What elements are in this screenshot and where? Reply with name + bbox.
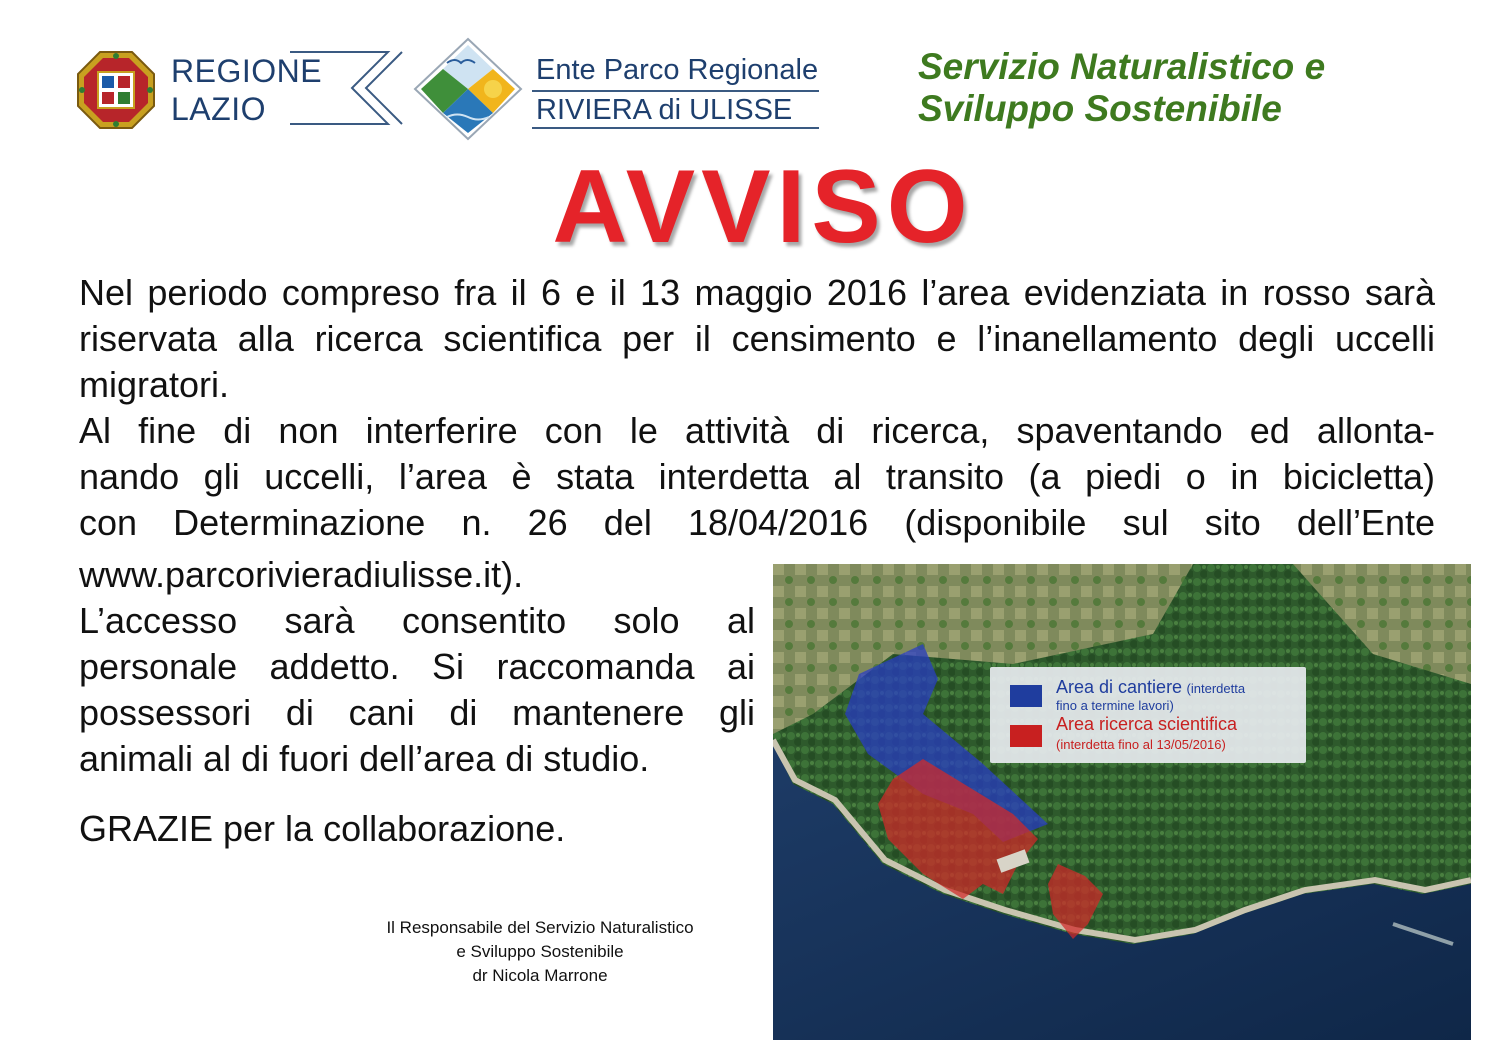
legend-construction-note: (interdetta: [1186, 681, 1246, 696]
paragraph-interdiction-line1: Al fine di non interferire con le attività di ricerca, spaventando ed allonta-: [79, 410, 1435, 451]
regione-text-line1: REGIONE: [171, 53, 323, 89]
legend-swatch-research: [1010, 725, 1042, 747]
legend-research-label: Area ricerca scientifica: [1056, 714, 1238, 734]
legend-construction-note2: fino a termine lavori): [1056, 698, 1174, 713]
signature-name: dr Nicola Marrone: [472, 966, 608, 985]
legend-construction: [1056, 677, 1245, 698]
paragraph-interdiction-line3: con Determinazione n. 26 del 18/04/2016 (disponibile sul sito dell’Ente: [79, 502, 1435, 543]
signature-block: [340, 916, 740, 988]
paragraph-interdiction: [79, 408, 1435, 546]
parco-text-line2: RIVIERA di ULISSE: [536, 94, 793, 126]
paragraph-access: L’accesso sarà consentito solo al personale addetto. Si raccomanda ai possessori di cani di mantenere gli animali al di fuori dell’area di studio.: [79, 600, 755, 779]
map-legend: [990, 667, 1306, 763]
paragraph-period: Nel periodo compreso fra il 6 e il 13 maggio 2016 l’area evidenziata in rosso sarà riservata alla ricerca scientifica per il censimento e l’inanellamento degli uccelli migratori.: [79, 272, 1435, 405]
park-website-url: www.parcorivieradiulisse.it).: [79, 554, 524, 595]
parco-underline: [532, 127, 819, 129]
service-line1: Servizio Naturalistico e: [918, 46, 1326, 87]
signature-line2: e Sviluppo Sostenibile: [456, 942, 624, 961]
notice-title: AVVISO: [552, 149, 974, 265]
legend-swatch-construction: [1010, 685, 1042, 707]
paragraph-interdiction-line2: nando gli uccelli, l’area è stata interdetta al transito (a piedi o in bicicletta): [79, 456, 1435, 497]
regione-lazio-emblem: [76, 50, 156, 130]
regione-text-line2: LAZIO: [171, 91, 266, 127]
parco-text-line1: Ente Parco Regionale: [536, 54, 819, 86]
aerial-map: [773, 564, 1471, 1040]
service-heading: [918, 46, 1325, 130]
signature-line1: Il Responsabile del Servizio Naturalistico: [386, 918, 694, 937]
legend-research-note: (interdetta fino al 13/05/2016): [1056, 737, 1226, 752]
thanks-line: GRAZIE per la collaborazione.: [79, 808, 566, 849]
service-line2: Sviluppo Sostenibile: [918, 88, 1282, 129]
legend-construction-label: Area di cantiere: [1056, 677, 1183, 697]
parco-divider-line: [532, 90, 819, 92]
parco-riviera-ulisse-logo: [413, 37, 523, 141]
